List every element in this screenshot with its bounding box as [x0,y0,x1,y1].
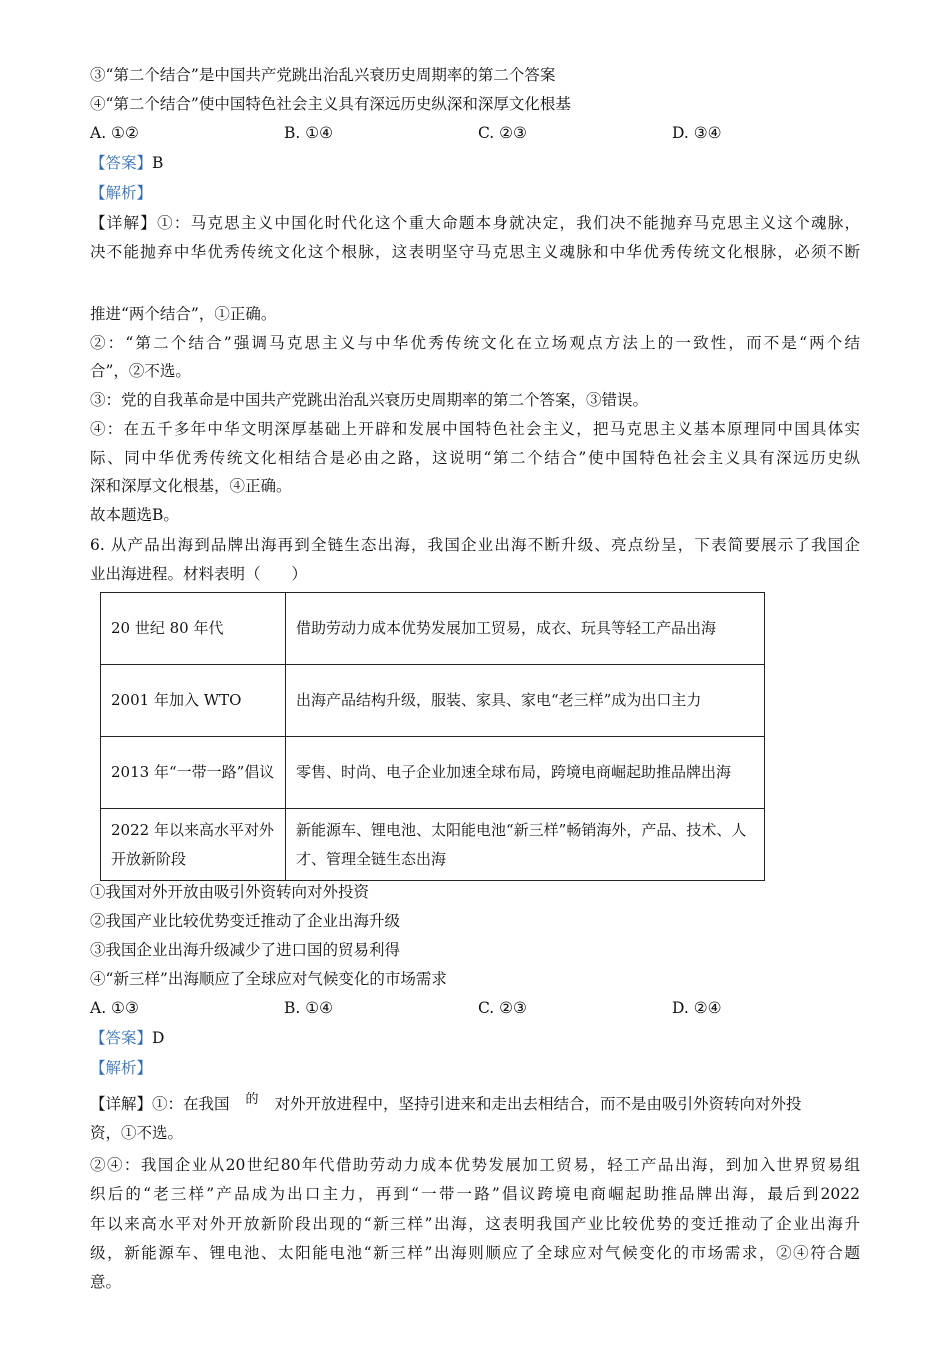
q5-statement-3: ③“第二个结合”是中国共产党跳出治乱兴衰历史周期率的第二个答案 [90,66,556,84]
q5-detail-line: 合”，②不选。 [90,362,191,380]
q6-stem: 业出海进程。材料表明（ ） [90,565,308,583]
q6-detail-line: 资，①不选。 [90,1124,184,1142]
q5-conclusion: 故本题选B。 [90,506,179,524]
q5-answer [90,152,163,174]
q6-detail-line: 意。 [90,1273,122,1291]
q6-detail-line: 年以来高水平对外开放新阶段出现的“新三样”出海，这表明我国产业比较优势的变迁推动了企业出海升 [90,1215,860,1233]
q5-option-b: B. ①④ [284,124,334,142]
table-cell-desc: 借助劳动力成本优势发展加工贸易，成衣、玩具等轻工产品出海 [286,593,765,665]
q6-detail-line: ②④：我国企业从20世纪80年代借助劳动力成本优势发展加工贸易，轻工产品出海，到加入世界贸易组 [90,1156,860,1174]
q6-statement-3: ③我国企业出海升级减少了进口国的贸易利得 [90,941,401,959]
q5-detail-line: 际、同中华优秀传统文化相结合是必由之路，这说明“第二个结合”使中国特色社会主义具有深远历史纵 [90,449,860,467]
q6-detail-line: 级，新能源车、锂电池、太阳能电池“新三样”出海则顺应了全球应对气候变化的市场需求，②④符合题 [90,1244,860,1262]
q6-statement-4: ④“新三样”出海顺应了全球应对气候变化的市场需求 [90,970,447,988]
q6-stem: 6. 从产品出海到品牌出海再到全链生态出海，我国企业出海不断升级、亮点纷呈，下表简要展示了我国企 [90,536,860,554]
answer-label: 【答案】 [90,1029,153,1047]
detail-text: 对外开放进程中，坚持引进来和走出去相结合，而不是由吸引外资转向对外投 [274,1095,802,1113]
q5-analysis-label: 【解析】 [90,184,153,202]
table-cell-desc: 新能源车、锂电池、太阳能电池“新三样”畅销海外，产品、技术、人才、管理全链生态出海 [286,809,765,881]
q5-option-c: C. ②③ [478,124,527,142]
table-row [101,737,765,809]
q6-option-d: D. ②④ [672,999,722,1017]
stray-character: 的 [245,1092,259,1107]
detail-label: 【详解】 [90,1095,153,1113]
q6-detail-line: 织后的“老三样”产品成为出口主力，再到“一带一路”倡议跨境电商崛起助推品牌出海，最后到2022 [90,1185,860,1203]
q6-statement-2: ②我国产业比较优势变迁推动了企业出海升级 [90,912,401,930]
detail-text: ①：在我国 [152,1095,230,1113]
table-cell-period: 2013 年“一带一路”倡议 [101,737,286,809]
q6-detail-line [90,1093,802,1115]
q6-option-b: B. ①④ [284,999,334,1017]
q6-answer [90,1027,164,1049]
q5-detail-line: ②：“第二个结合”强调马克思主义与中华优秀传统文化在立场观点方法上的一致性，而不是“两个结 [90,334,860,352]
table-cell-desc: 零售、时尚、电子企业加速全球布局，跨境电商崛起助推品牌出海 [286,737,765,809]
table-cell-period: 2001 年加入 WTO [101,665,286,737]
answer-value: B [152,154,164,172]
table-row [101,665,765,737]
detail-label: 【详解】 [90,214,158,232]
q6-table [100,592,765,881]
table-row [101,809,765,881]
q5-detail-line: ④：在五千多年中华文明深厚基础上开辟和发展中国特色社会主义，把马克思主义基本原理同中国具体实 [90,420,860,438]
q5-detail-line: ③：党的自我革命是中国共产党跳出治乱兴衰历史周期率的第二个答案，③错误。 [90,391,649,409]
table-row [101,593,765,665]
q5-option-a: A. ①② [90,124,139,142]
table-cell-desc: 出海产品结构升级，服装、家具、家电“老三样”成为出口主力 [286,665,765,737]
q6-option-c: C. ②③ [478,999,527,1017]
q5-detail-line [90,212,860,234]
table-cell-period: 2022 年以来高水平对外开放新阶段 [101,809,286,881]
q5-detail-line: 深和深厚文化根基，④正确。 [90,477,292,495]
detail-text: ①：马克思主义中国化时代化这个重大命题本身就决定，我们决不能抛弃马克思主义这个魂脉， [157,214,860,232]
answer-value: D [152,1029,165,1047]
q6-option-a: A. ①③ [90,999,139,1017]
q6-analysis-label: 【解析】 [90,1059,153,1077]
q6-statement-1: ①我国对外开放由吸引外资转向对外投资 [90,883,370,901]
q5-statement-4: ④“第二个结合”使中国特色社会主义具有深远历史纵深和深厚文化根基 [90,95,571,113]
q5-detail-line: 决不能抛弃中华优秀传统文化这个根脉，这表明坚守马克思主义魂脉和中华优秀传统文化根脉，必须不断 [90,243,860,261]
table-cell-period: 20 世纪 80 年代 [101,593,286,665]
answer-label: 【答案】 [90,154,153,172]
q5-detail-line: 推进“两个结合”，①正确。 [90,305,277,323]
q5-option-d: D. ③④ [672,124,722,142]
